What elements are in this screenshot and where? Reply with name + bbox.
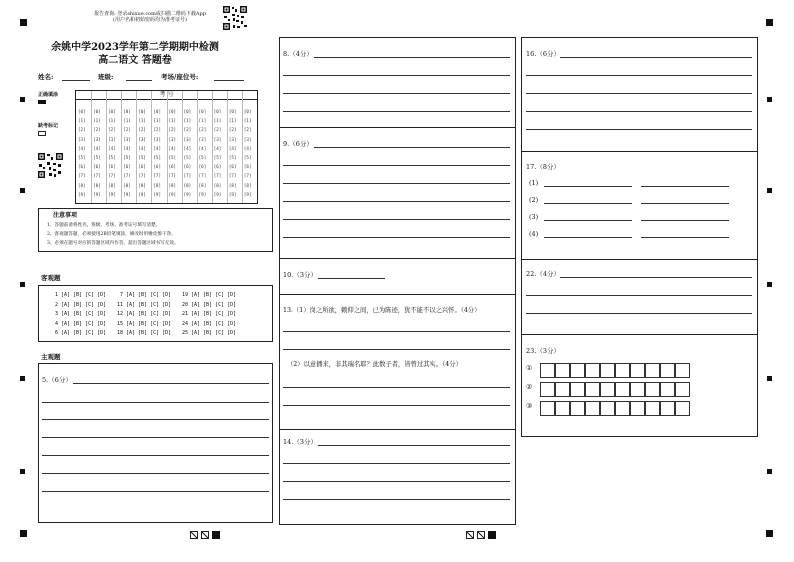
character-cell[interactable]	[645, 401, 660, 416]
digit-bubble[interactable]: [8]	[153, 182, 161, 188]
exam-number-header: 考 号	[76, 91, 257, 100]
character-cell[interactable]	[660, 363, 675, 378]
digit-bubble[interactable]: [2]	[78, 127, 86, 133]
digit-bubble[interactable]: [6]	[228, 164, 237, 170]
objective-question-row[interactable]	[112, 311, 171, 317]
timing-mark	[20, 188, 25, 193]
timing-mark	[20, 376, 25, 381]
grid-column-divider	[227, 91, 228, 203]
digit-bubble[interactable]: [8]	[93, 182, 101, 188]
character-cell[interactable]	[675, 382, 690, 397]
digit-bubble[interactable]: [8]	[168, 182, 177, 188]
digit-bubble[interactable]: [1]	[93, 118, 101, 124]
digit-bubble[interactable]: [5]	[78, 155, 86, 160]
digit-bubble[interactable]: [9]	[243, 191, 252, 197]
q13-part2-label: （2）以意播来，非其瑞名耶？此数子者，皆曾过其实。（4分）	[287, 361, 462, 368]
grid-column-divider	[151, 91, 152, 203]
q23-row-label: ③	[526, 402, 533, 410]
student-qr-icon	[37, 152, 64, 179]
grid-column-divider	[121, 91, 122, 203]
character-cell[interactable]	[675, 401, 690, 416]
digit-bubble[interactable]: [1]	[108, 118, 116, 124]
digit-bubble[interactable]: [6]	[213, 164, 222, 170]
right-answer-column	[521, 37, 758, 437]
character-cell[interactable]	[630, 363, 645, 378]
digit-bubble[interactable]: [3]	[183, 136, 192, 142]
question-number: 12	[116, 311, 123, 317]
page-code-marks	[466, 531, 496, 539]
grid-column-divider	[242, 91, 243, 203]
question-number: 15	[116, 320, 123, 327]
q9-label: 9.（6分）	[283, 140, 313, 148]
digit-bubble[interactable]: [4]	[183, 145, 192, 151]
name-field[interactable]	[62, 80, 90, 81]
character-cell[interactable]	[615, 401, 630, 416]
digit-bubble[interactable]: [1]	[123, 118, 131, 124]
digit-bubble[interactable]: [4]	[138, 145, 146, 151]
digit-bubble[interactable]: [9]	[198, 191, 207, 197]
digit-bubble[interactable]: [8]	[78, 182, 86, 188]
objective-title: 客观题	[41, 274, 61, 282]
grid-column-divider	[136, 91, 137, 203]
character-cell[interactable]	[540, 401, 555, 416]
sheet-subtitle: 高二语文 答题卷	[98, 55, 172, 66]
digit-bubble[interactable]: [2]	[213, 127, 222, 133]
digit-bubble[interactable]: [0]	[108, 109, 116, 114]
q23-row-label: ②	[526, 383, 533, 391]
question-number: 18	[116, 330, 123, 336]
character-cell[interactable]	[540, 363, 555, 378]
digit-bubble[interactable]: [2]	[123, 127, 131, 133]
digit-bubble[interactable]: [6]	[108, 164, 116, 170]
digit-bubble[interactable]: [7]	[213, 173, 222, 179]
digit-bubble[interactable]: [9]	[78, 191, 86, 197]
digit-bubble[interactable]: [3]	[93, 136, 101, 142]
character-cell[interactable]	[570, 382, 585, 397]
digit-bubble[interactable]: [9]	[153, 191, 161, 197]
q23-character-grid[interactable]	[526, 363, 726, 419]
character-cell[interactable]	[570, 401, 585, 416]
digit-bubble[interactable]: [4]	[123, 145, 131, 151]
answer-options[interactable]: [A] [B] [C] [D]	[126, 292, 172, 298]
digit-bubble[interactable]: [2]	[93, 127, 101, 133]
digit-bubble[interactable]: [0]	[213, 109, 222, 114]
digit-bubble[interactable]: [7]	[78, 173, 86, 179]
digit-bubble[interactable]: [7]	[93, 173, 101, 179]
q17-part-label: (4)	[529, 230, 539, 238]
objective-question-row[interactable]	[47, 302, 106, 308]
character-cell[interactable]	[630, 401, 645, 416]
answer-options[interactable]: [A] [B] [C] [D]	[61, 292, 107, 298]
alignment-mark	[766, 19, 773, 26]
digit-bubble[interactable]: [8]	[213, 182, 222, 188]
answer-options[interactable]: [A] [B] [C] [D]	[126, 311, 172, 317]
objective-answer-box	[38, 285, 273, 342]
digit-bubble[interactable]: [2]	[108, 127, 116, 133]
question-number: 20	[181, 301, 188, 308]
character-cell[interactable]	[660, 382, 675, 397]
digit-bubble[interactable]: [4]	[153, 145, 161, 151]
question-number: 7	[119, 292, 123, 298]
grid-column-divider	[167, 91, 168, 203]
note-item: 1、答题前请将姓名、班级、考场、准考证号填写清楚。	[47, 223, 161, 228]
grid-column-divider	[212, 91, 213, 203]
digit-bubble[interactable]: [4]	[78, 145, 86, 151]
q22-label: 22.（4分）	[526, 270, 560, 278]
digit-bubble[interactable]: [0]	[153, 109, 161, 114]
notes-title: 注意事项	[53, 212, 78, 219]
objective-question-row[interactable]	[177, 330, 236, 336]
grid-column-divider	[91, 91, 92, 203]
digit-bubble[interactable]: [8]	[183, 182, 192, 188]
answer-options[interactable]: [A] [B] [C] [D]	[191, 311, 237, 317]
q23-row-label: ①	[526, 364, 533, 372]
digit-bubble[interactable]: [4]	[108, 145, 116, 151]
class-label: 班级:	[98, 73, 114, 81]
character-cell[interactable]	[630, 382, 645, 397]
grid-column-divider	[182, 91, 183, 203]
digit-bubble[interactable]: [8]	[108, 182, 116, 188]
digit-bubble[interactable]: [0]	[183, 109, 192, 114]
objective-question-row[interactable]	[177, 321, 236, 327]
digit-bubble[interactable]: [2]	[228, 127, 237, 133]
digit-bubble[interactable]: [1]	[243, 118, 252, 124]
correct-fill-sample	[38, 100, 46, 104]
digit-bubble[interactable]: [8]	[228, 182, 237, 188]
digit-bubble[interactable]: [0]	[198, 109, 207, 114]
digit-bubble[interactable]: [7]	[168, 173, 177, 179]
digit-bubble[interactable]: [2]	[198, 127, 207, 133]
middle-answer-column	[279, 37, 516, 525]
digit-bubble[interactable]: [0]	[78, 109, 86, 114]
digit-bubble[interactable]: [5]	[198, 155, 207, 160]
objective-question-row[interactable]	[47, 311, 106, 317]
class-field[interactable]	[126, 80, 152, 81]
digit-bubble[interactable]: [9]	[228, 191, 237, 197]
q17-label: 17.（8分）	[526, 163, 560, 171]
objective-question-row[interactable]	[112, 302, 171, 308]
digit-bubble[interactable]: [3]	[153, 136, 161, 142]
question-number: 6	[54, 330, 58, 336]
answer-options[interactable]: [A] [B] [C] [D]	[191, 301, 237, 308]
objective-question-row[interactable]	[47, 321, 106, 327]
digit-bubble[interactable]: [9]	[168, 191, 177, 197]
digit-bubble[interactable]: [3]	[228, 136, 237, 142]
room-seat-field[interactable]	[214, 80, 244, 81]
timing-mark	[20, 97, 25, 102]
objective-question-row[interactable]	[112, 330, 171, 336]
digit-bubble[interactable]: [1]	[228, 118, 237, 124]
digit-bubble[interactable]: [5]	[213, 155, 222, 160]
notice-line: (用户名和初始密码均为准考证号)	[113, 17, 187, 23]
answer-options[interactable]: [A] [B] [C] [D]	[126, 320, 172, 327]
digit-bubble[interactable]: [3]	[78, 136, 86, 142]
digit-bubble[interactable]: [1]	[183, 118, 192, 124]
character-cell[interactable]	[600, 401, 615, 416]
answer-options[interactable]: [A] [B] [C] [D]	[61, 311, 107, 317]
character-cell[interactable]	[570, 363, 585, 378]
digit-bubble[interactable]: [1]	[168, 118, 177, 124]
digit-bubble[interactable]: [0]	[243, 109, 252, 114]
digit-bubble[interactable]: [3]	[168, 136, 177, 142]
character-cell[interactable]	[660, 401, 675, 416]
character-cell[interactable]	[645, 382, 660, 397]
digit-bubble[interactable]: [0]	[93, 109, 101, 114]
answer-options[interactable]: [A] [B] [C] [D]	[126, 330, 172, 336]
timing-mark	[767, 469, 772, 474]
digit-bubble[interactable]: [5]	[243, 155, 252, 160]
question-number: 11	[116, 301, 123, 308]
absent-mark-box[interactable]	[38, 131, 46, 136]
character-cell[interactable]	[615, 363, 630, 378]
digit-bubble[interactable]: [6]	[168, 164, 177, 170]
digit-bubble[interactable]: [2]	[183, 127, 192, 133]
digit-bubble[interactable]: [3]	[213, 136, 222, 142]
objective-question-row[interactable]	[177, 311, 236, 317]
objective-question-row[interactable]	[112, 292, 171, 298]
divider	[280, 294, 515, 295]
digit-bubble[interactable]: [8]	[138, 182, 146, 188]
answer-options[interactable]: [A] [B] [C] [D]	[126, 301, 172, 308]
digit-bubble[interactable]: [1]	[153, 118, 161, 124]
character-cell[interactable]	[600, 382, 615, 397]
objective-question-row[interactable]	[47, 330, 106, 336]
digit-bubble[interactable]: [2]	[243, 127, 252, 133]
digit-bubble[interactable]: [3]	[138, 136, 146, 142]
digit-bubble[interactable]: [9]	[108, 191, 116, 197]
q5-answer-box[interactable]	[38, 363, 273, 523]
digit-bubble[interactable]: [7]	[108, 173, 116, 179]
digit-bubble[interactable]: [7]	[123, 173, 131, 179]
digit-bubble[interactable]: [6]	[93, 164, 101, 170]
digit-bubble[interactable]: [7]	[183, 173, 192, 179]
divider	[522, 151, 757, 152]
digit-bubble[interactable]: [9]	[138, 191, 146, 197]
digit-bubble[interactable]: [3]	[123, 136, 131, 142]
digit-bubble[interactable]: [5]	[153, 155, 161, 160]
answer-options[interactable]: [A] [B] [C] [D]	[191, 292, 237, 298]
digit-bubble[interactable]: [9]	[123, 191, 131, 197]
question-number: 2	[54, 301, 58, 308]
character-cell[interactable]	[615, 382, 630, 397]
character-cell[interactable]	[645, 363, 660, 378]
character-cell[interactable]	[555, 363, 570, 378]
exam-number-columns[interactable]	[76, 99, 257, 203]
objective-question-row[interactable]	[47, 292, 106, 298]
digit-bubble[interactable]: [5]	[168, 155, 177, 160]
digit-bubble[interactable]: [6]	[183, 164, 192, 170]
name-label: 姓名:	[38, 73, 54, 81]
digit-bubble[interactable]: [1]	[198, 118, 207, 124]
character-cell[interactable]	[585, 401, 600, 416]
digit-bubble[interactable]: [4]	[228, 145, 237, 151]
timing-mark	[767, 282, 772, 287]
answer-options[interactable]: [A] [B] [C] [D]	[61, 330, 107, 336]
answer-options[interactable]: [A] [B] [C] [D]	[61, 301, 107, 308]
digit-bubble[interactable]: [5]	[138, 155, 146, 160]
character-cell[interactable]	[675, 363, 690, 378]
digit-bubble[interactable]: [7]	[228, 173, 237, 179]
report-notice	[80, 11, 220, 23]
digit-bubble[interactable]: [6]	[138, 164, 146, 170]
divider	[280, 127, 515, 128]
digit-bubble[interactable]: [0]	[138, 109, 146, 114]
digit-bubble[interactable]: [5]	[123, 155, 131, 160]
objective-question-row[interactable]	[177, 302, 236, 308]
divider	[280, 429, 515, 430]
exam-number-grid	[75, 90, 258, 204]
question-number: 21	[181, 311, 188, 317]
digit-bubble[interactable]: [6]	[243, 164, 252, 170]
correct-fill-label: 正确填涂	[38, 92, 59, 98]
q23-label: 23.（3分）	[526, 347, 560, 355]
question-number: 4	[54, 320, 58, 327]
digit-bubble[interactable]: [7]	[138, 173, 146, 179]
digit-bubble[interactable]: [4]	[243, 145, 252, 151]
divider	[522, 334, 757, 335]
digit-bubble[interactable]: [4]	[168, 145, 177, 151]
digit-bubble[interactable]: [9]	[213, 191, 222, 197]
grid-column-divider	[197, 91, 198, 203]
character-cell[interactable]	[585, 363, 600, 378]
note-item: 2、客观题答题，必须使用2B铅笔填涂，修改时用橡皮擦干净。	[47, 232, 176, 237]
notice-line: 报告查询: 登录shixue.com或扫描二维码下载App	[94, 11, 206, 17]
alignment-mark	[20, 19, 27, 26]
q16-label: 16.（6分）	[526, 50, 560, 58]
question-number: 1	[54, 292, 58, 298]
digit-bubble[interactable]: [2]	[138, 127, 146, 133]
character-cell[interactable]	[555, 401, 570, 416]
q8-label: 8.（4分）	[283, 50, 313, 58]
character-cell[interactable]	[585, 382, 600, 397]
digit-bubble[interactable]: [7]	[153, 173, 161, 179]
digit-bubble[interactable]: [7]	[243, 173, 252, 179]
digit-bubble[interactable]: [8]	[123, 182, 131, 188]
grid-column-divider	[106, 91, 107, 203]
timing-mark	[20, 469, 25, 474]
answer-options[interactable]: [A] [B] [C] [D]	[61, 320, 107, 327]
note-item: 3、必须在题号对应的答题区域内作答，超出答题区域书写无效。	[47, 241, 179, 246]
character-cell[interactable]	[600, 363, 615, 378]
digit-bubble[interactable]: [2]	[168, 127, 177, 133]
page-code-marks	[190, 531, 220, 539]
school-title: 余姚中学2023学年第二学期期中检测	[51, 42, 219, 53]
digit-bubble[interactable]: [4]	[198, 145, 207, 151]
digit-bubble[interactable]: [6]	[153, 164, 161, 170]
digit-bubble[interactable]: [6]	[198, 164, 207, 170]
timing-mark	[20, 282, 25, 287]
alignment-mark	[766, 530, 773, 537]
q17-part-label: (1)	[529, 179, 539, 187]
digit-bubble[interactable]: [5]	[228, 155, 237, 160]
digit-bubble[interactable]: [7]	[198, 173, 207, 179]
qr-code-icon	[222, 5, 248, 31]
q17-part-label: (3)	[529, 213, 539, 221]
digit-bubble[interactable]: [6]	[123, 164, 131, 170]
notes-box	[38, 208, 273, 252]
digit-bubble[interactable]: [4]	[93, 145, 101, 151]
character-cell[interactable]	[555, 382, 570, 397]
q17-part-label: (2)	[529, 196, 539, 204]
digit-bubble[interactable]: [3]	[243, 136, 252, 142]
q5-label: 5.（6分）	[42, 376, 72, 384]
digit-bubble[interactable]: [2]	[153, 127, 161, 133]
room-seat-label: 考场/座位号:	[161, 73, 199, 81]
digit-bubble[interactable]: [1]	[138, 118, 146, 124]
digit-bubble[interactable]: [1]	[78, 118, 86, 124]
question-number: 25	[181, 330, 188, 336]
objective-question-row[interactable]	[177, 292, 236, 298]
digit-bubble[interactable]: [9]	[93, 191, 101, 197]
digit-bubble[interactable]: [9]	[183, 191, 192, 197]
answer-options[interactable]: [A] [B] [C] [D]	[191, 330, 237, 336]
notes-list	[47, 221, 179, 248]
digit-bubble[interactable]: [0]	[168, 109, 177, 114]
question-number: 3	[54, 311, 58, 317]
q13-label: 13.（1）岗之所欲，赖仰之间，已为陈迹，犹不能不以之兴怀。（4分）	[283, 307, 481, 314]
q14-label: 14.（3分）	[283, 438, 317, 446]
digit-bubble[interactable]: [5]	[93, 155, 101, 160]
digit-bubble[interactable]: [1]	[213, 118, 222, 124]
question-number: 19	[181, 292, 188, 298]
digit-bubble[interactable]: [4]	[213, 145, 222, 151]
timing-mark	[767, 376, 772, 381]
absent-mark-label: 缺考标记	[38, 123, 59, 129]
divider	[280, 258, 515, 259]
digit-bubble[interactable]: [3]	[198, 136, 207, 142]
subjective-title: 主观题	[41, 353, 61, 361]
digit-bubble[interactable]: [0]	[123, 109, 131, 114]
digit-bubble[interactable]: [5]	[108, 155, 116, 160]
character-cell[interactable]	[540, 382, 555, 397]
objective-options[interactable]	[47, 292, 267, 340]
divider	[522, 259, 757, 260]
objective-question-row[interactable]	[112, 321, 171, 327]
alignment-mark	[20, 530, 27, 537]
q10-label: 10.（3分）	[283, 271, 317, 279]
answer-options[interactable]: [A] [B] [C] [D]	[191, 320, 237, 327]
question-number: 24	[181, 320, 188, 327]
digit-bubble[interactable]: [3]	[108, 136, 116, 142]
timing-mark	[767, 97, 772, 102]
digit-bubble[interactable]: [8]	[243, 182, 252, 188]
digit-bubble[interactable]: [8]	[198, 182, 207, 188]
timing-mark	[767, 188, 772, 193]
digit-bubble[interactable]: [6]	[78, 164, 86, 170]
digit-bubble[interactable]: [5]	[183, 155, 192, 160]
digit-bubble[interactable]: [0]	[228, 109, 237, 114]
